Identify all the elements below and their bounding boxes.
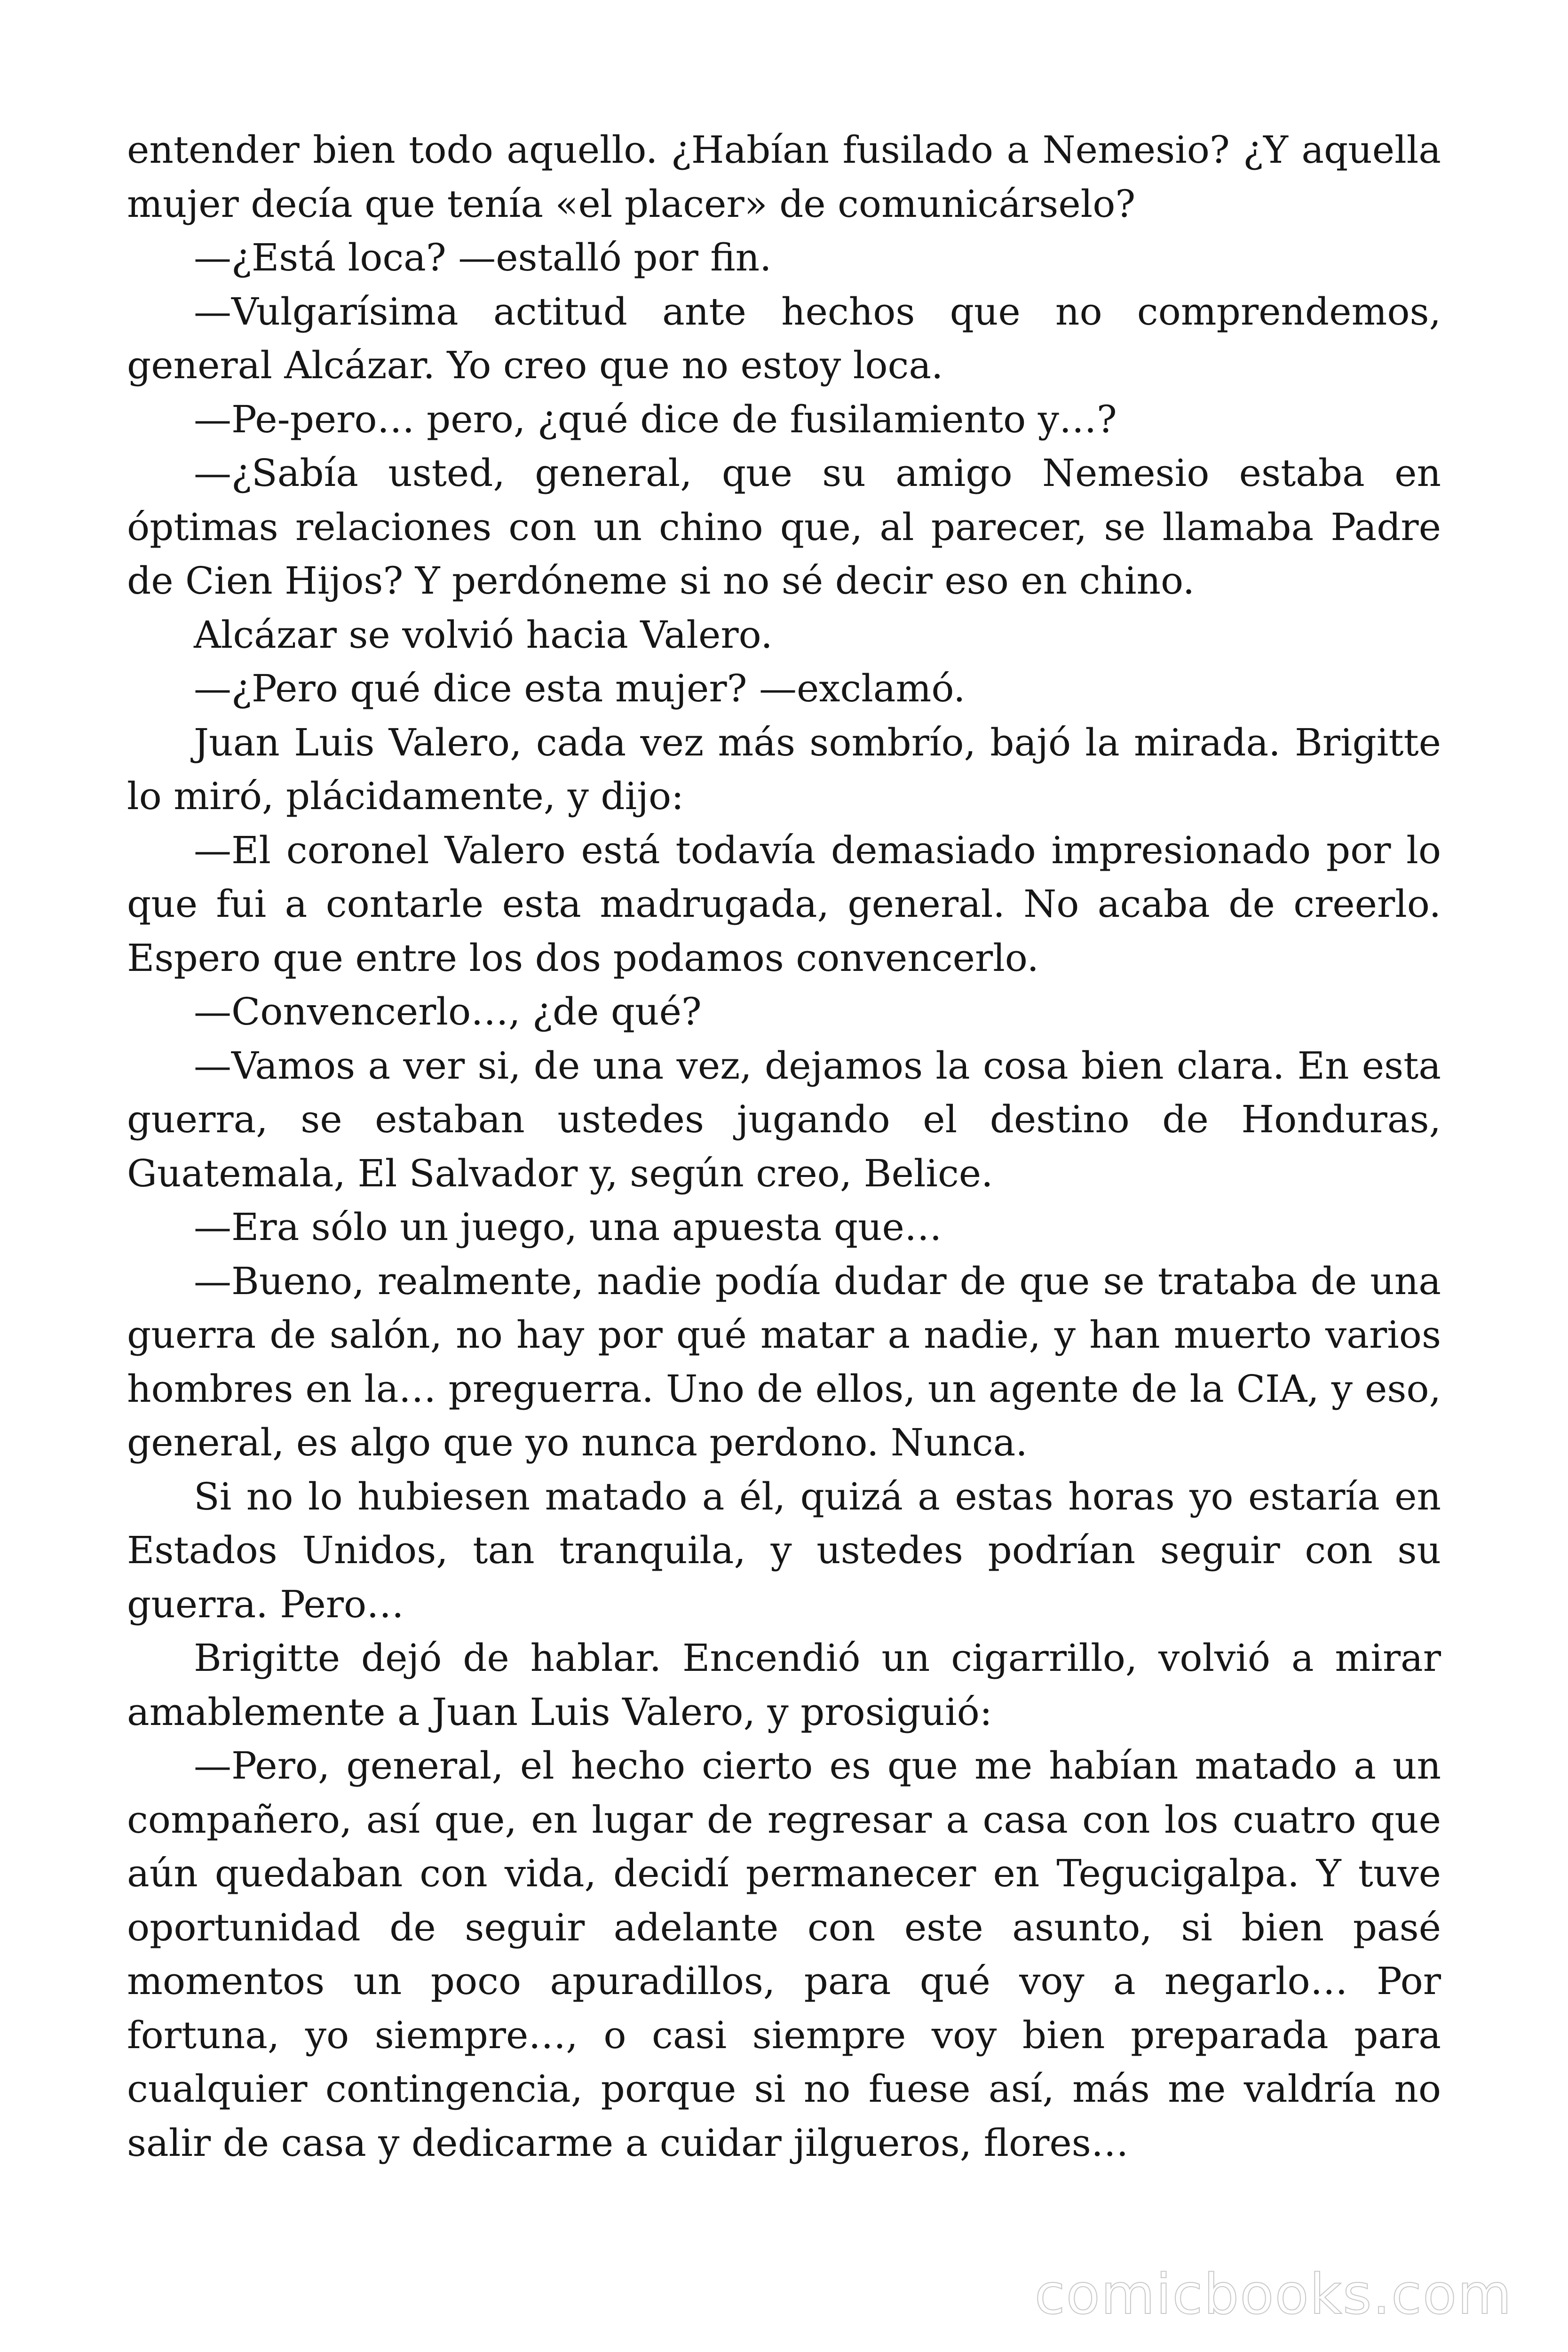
site-watermark: comicbooks.com — [1034, 2262, 1513, 2327]
paragraph: —El coronel Valero está todavía demasiado impresionado por lo que fui a contarle esta madrugada, general. No acaba de creerlo. Espero que entre los dos podamos convencerlo. — [127, 828, 1441, 980]
paragraph: entender bien todo aquello. ¿Habían fusilado a Nemesio? ¿Y aquella mujer decía que tenía «el placer» de comunicárselo? — [127, 128, 1441, 226]
paragraph: —¿Pero qué dice esta mujer? —exclamó. — [194, 667, 966, 710]
book-page-text — [127, 123, 1441, 2170]
paragraph: —Pe-pero… pero, ¿qué dice de fusilamiento y…? — [194, 397, 1117, 441]
paragraph: Alcázar se volvió hacia Valero. — [194, 612, 773, 657]
paragraph: —¿Sabía usted, general, que su amigo Nemesio estaba en óptimas relaciones con un chino que, al parecer, se llamaba Padre de Cien Hijos? Y perdóneme si no sé decir eso en chino. — [127, 451, 1441, 603]
paragraph: —Convencerlo…, ¿de qué? — [194, 990, 702, 1033]
paragraph: —Vulgarísima actitud ante hechos que no comprendemos, general Alcázar. Yo creo que no estoy loca. — [127, 289, 1441, 387]
paragraph: —Vamos a ver si, de una vez, dejamos la cosa bien clara. En esta guerra, se estaban ustedes jugando el destino de Honduras, Guatemala, El Salvador y, según creo, Belice. — [127, 1043, 1441, 1195]
paragraph: —Era sólo un juego, una apuesta que… — [194, 1205, 942, 1249]
paragraph: —¿Está loca? —estalló por fin. — [194, 236, 772, 279]
paragraph: —Bueno, realmente, nadie podía dudar de que se trataba de una guerra de salón, no hay por qué matar a nadie, y han muerto varios hombres en la… preguerra. Uno de ellos, un agente de la CIA, y eso, general, es algo que yo nunca perdono. Nunca. — [127, 1259, 1441, 1464]
paragraph: Si no lo hubiesen matado a él, quizá a estas horas yo estaría en Estados Unidos, tan tranquila, y ustedes podrían seguir con su guerra. Pero… — [127, 1474, 1441, 1626]
paragraph: —Pero, general, el hecho cierto es que me habían matado a un compañero, así que, en lugar de regresar a casa con los cuatro que aún quedaban con vida, decidí permanecer en Tegucigalpa. Y tuve oportunidad de seguir adelante con este asunto, si bien pasé momentos un poco apuradillos, para qué voy a negarlo… Por fortuna, yo siempre…, o casi siempre voy bien preparada para cualquier contingencia, porque si no fuese así, más me valdría no salir de casa y dedicarme a cuidar jilgueros, flores… — [127, 1744, 1441, 2165]
paragraph: Brigitte dejó de hablar. Encendió un cigarrillo, volvió a mirar amablemente a Juan Luis Valero, y prosiguió: — [127, 1636, 1441, 1734]
paragraph: Juan Luis Valero, cada vez más sombrío, bajó la mirada. Brigitte lo miró, plácidamente, y dijo: — [127, 720, 1441, 818]
